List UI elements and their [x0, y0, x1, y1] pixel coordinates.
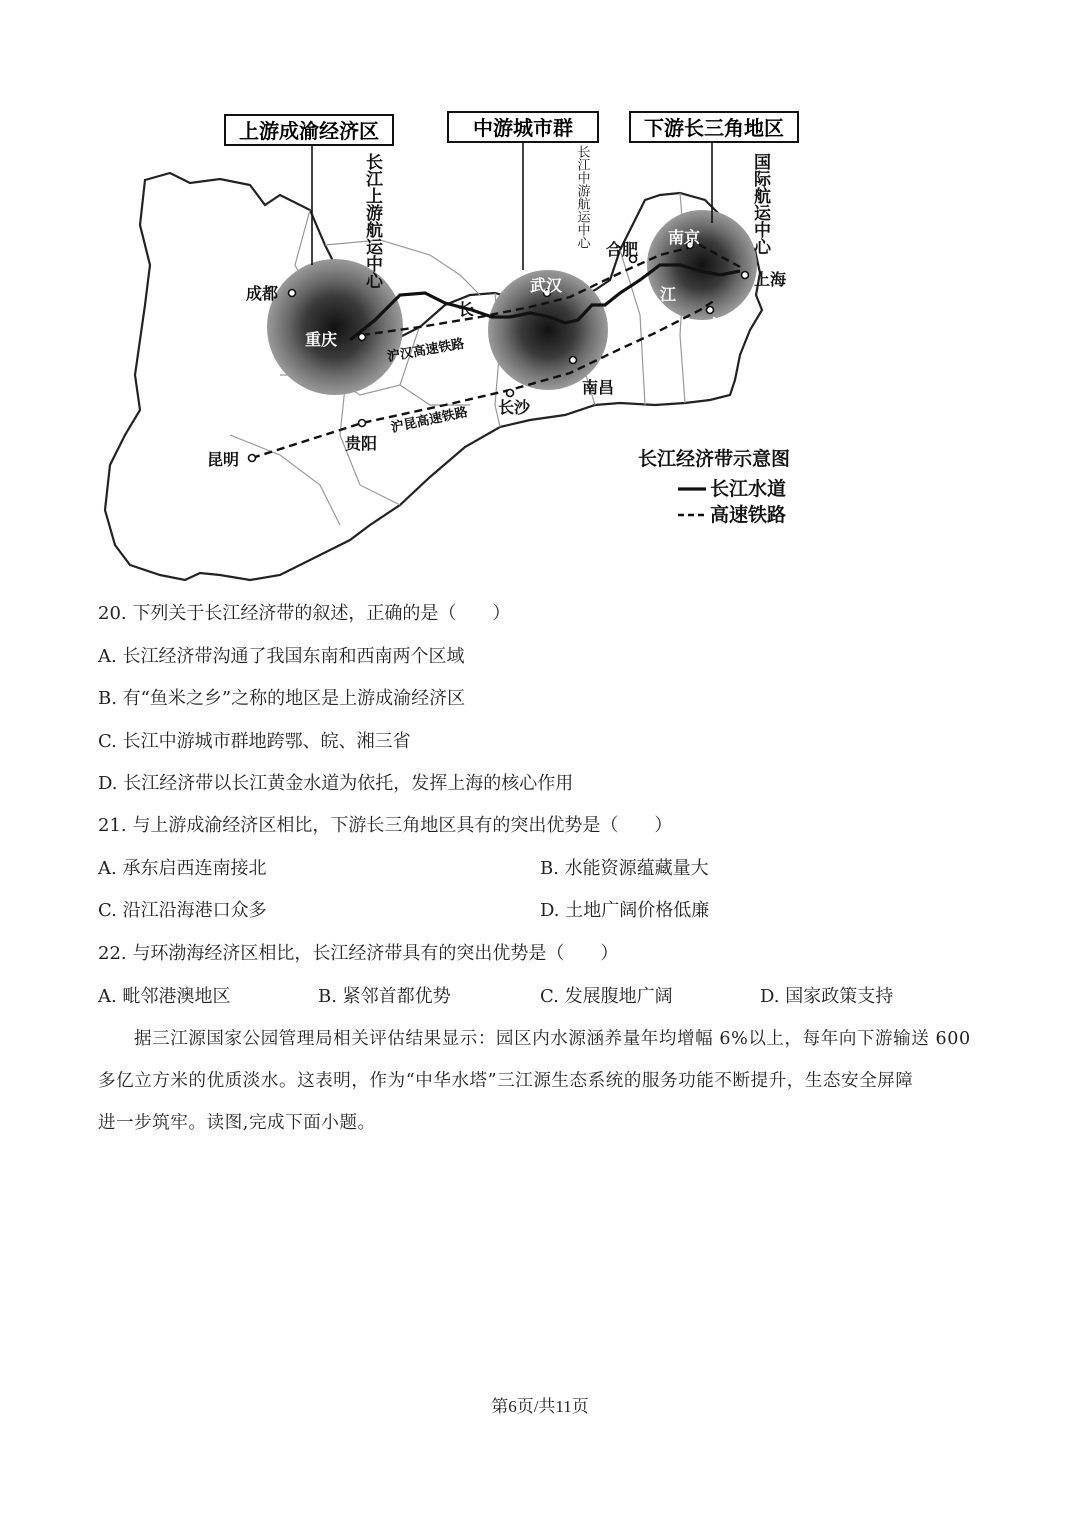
passage-line-1: 据三江源国家公园管理局相关评估结果显示：园区内水源涵养量年均增幅 6%以上，每年向下游输送 600: [134, 1029, 971, 1049]
river-char-chang: 长: [458, 300, 475, 319]
q20-option-c: C. 长江中游城市群地跨鄂、皖、湘三省: [98, 731, 411, 752]
city-label-guiyang: 贵阳: [345, 434, 378, 453]
upstream-circle: [267, 259, 403, 395]
city-label-nanjing: 南京: [668, 228, 701, 247]
yangtze-economic-belt-map: [100, 105, 830, 585]
huhan-railway-label: 沪汉高速铁路: [386, 336, 466, 365]
q21-option-b: B. 水能资源蕴藏量大: [540, 858, 709, 879]
reading-passage: [98, 1018, 998, 1144]
city-label-chengdu: 成都: [246, 284, 279, 303]
city-label-wuhan: 武汉: [530, 276, 563, 295]
city-label-changsha: 长沙: [498, 398, 531, 417]
hukun-railway-label: 沪昆高速铁路: [389, 405, 470, 436]
q22-option-a: A. 毗邻港澳地区: [98, 986, 231, 1007]
q21-option-d: D. 土地广阔价格低廉: [540, 900, 710, 921]
upstream-region-label: 上游成渝经济区: [239, 119, 379, 143]
passage-line-3: 进一步筑牢。读图,完成下面小题。: [98, 1113, 376, 1133]
city-label-hangzhou: 杭州: [710, 316, 743, 335]
city-label-kunming: 昆明: [207, 450, 240, 469]
intl-center-label: 国际航运中心: [750, 153, 770, 255]
question-22-stem: 22. 与环渤海经济区相比，长江经济带具有的突出优势是（ ）: [98, 943, 619, 964]
q22-option-d: D. 国家政策支持: [760, 986, 894, 1007]
upstream-center-label: 长江上游航运中心: [362, 153, 382, 289]
passage-line-2: 多亿立方米的优质淡水。这表明，作为“中华水塔”三江源生态系统的服务功能不断提升，生态安全屏障: [98, 1071, 914, 1091]
city-label-nanchang: 南昌: [582, 378, 615, 397]
city-label-hefei: 合肥: [606, 240, 639, 259]
legend-waterway-label: 长江水道: [710, 478, 787, 500]
river-char-jiang: 江: [660, 285, 677, 304]
q20-option-d: D. 长江经济带以长江黄金水道为依托，发挥上海的核心作用: [98, 773, 574, 794]
city-label-chongqing: 重庆: [305, 330, 338, 349]
map-title: 长江经济带示意图: [638, 448, 791, 470]
question-20-stem: 20. 下列关于长江经济带的叙述，正确的是（ ）: [98, 603, 511, 624]
question-21-stem: 21. 与上游成渝经济区相比，下游长三角地区具有的突出优势是（ ）: [98, 815, 673, 836]
q21-option-c: C. 沿江沿海港口众多: [98, 900, 267, 921]
q22-option-c: C. 发展腹地广阔: [540, 986, 673, 1007]
q21-option-a: A. 承东启西连南接北: [98, 858, 267, 879]
city-label-shanghai: 上海: [754, 270, 787, 289]
downstream-region-label: 下游长三角地区: [644, 116, 784, 140]
q20-option-b: B. 有“鱼米之乡”之称的地区是上游成渝经济区: [98, 688, 466, 709]
midstream-center-label: 长江中游航运中心: [574, 145, 590, 249]
legend-railway-label: 高速铁路: [710, 504, 787, 526]
q20-option-a: A. 长江经济带沟通了我国东南和西南两个区域: [98, 646, 465, 667]
q22-option-b: B. 紧邻首都优势: [318, 986, 451, 1007]
page-number: 第6页/共11页: [491, 1397, 589, 1416]
midstream-region-label: 中游城市群: [473, 116, 573, 140]
